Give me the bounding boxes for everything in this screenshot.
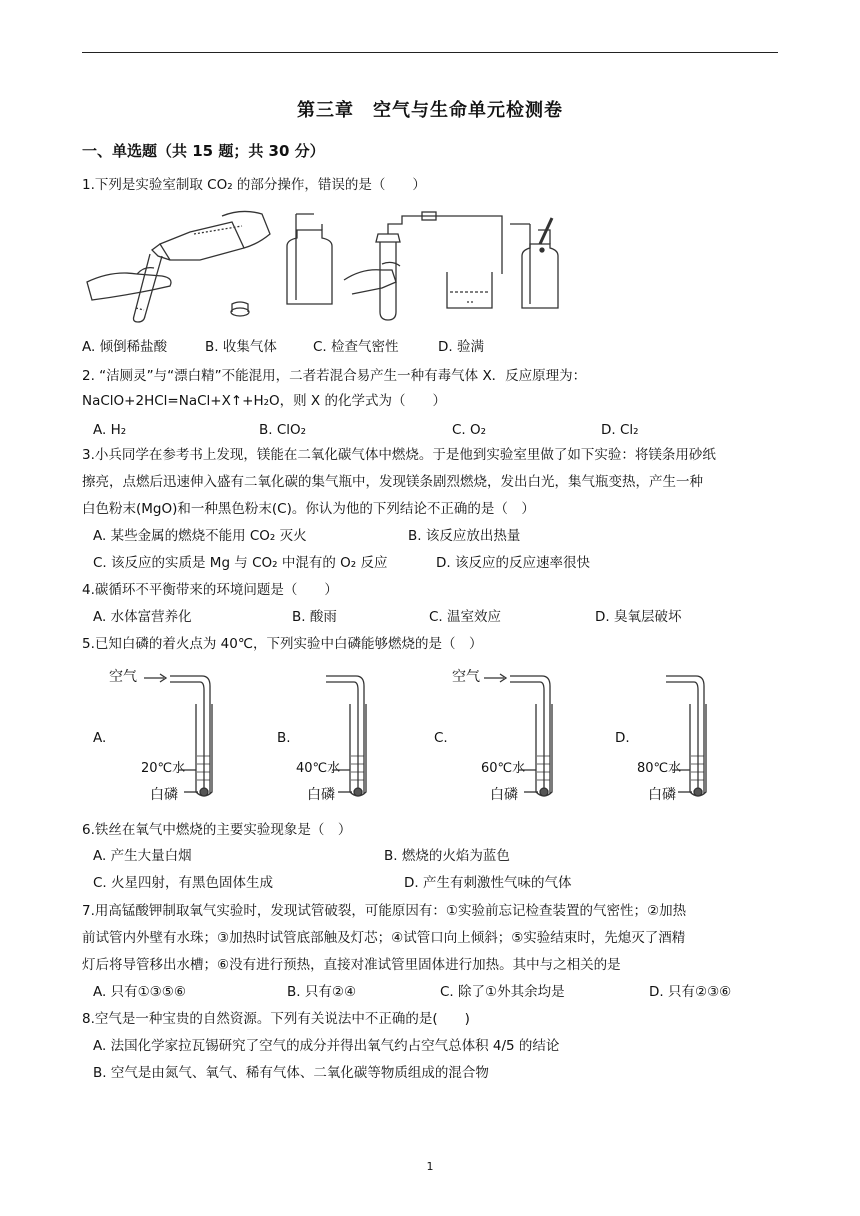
q3-option-a[interactable]: A. 某些金属的燃烧不能用 CO₂ 灭火 xyxy=(93,528,307,544)
q5-option-d[interactable]: D. xyxy=(615,730,630,746)
q5-d-water-label: 80℃水 xyxy=(637,761,682,776)
question-1-figure xyxy=(82,204,582,326)
q5-a-apparatus xyxy=(140,664,220,804)
q5-a-air-label: 空气 xyxy=(109,669,137,685)
q7-option-c[interactable]: C. 除了①外其余均是 xyxy=(440,984,565,1000)
q2-option-c[interactable]: C. O₂ xyxy=(452,422,487,438)
question-8-stem: 8.空气是一种宝贵的自然资源。下列有关说法中不正确的是( ) xyxy=(82,1011,470,1027)
question-7-line2: 前试管内外壁有水珠；③加热时试管底部触及灯芯；④试管口向上倾斜；⑤实验结束时，先熄灭了酒精 xyxy=(82,930,686,946)
page-title: 第三章 空气与生命单元检测卷 xyxy=(297,100,563,121)
q3-option-d[interactable]: D. 该反应的反应速率很快 xyxy=(436,555,590,571)
q4-option-a[interactable]: A. 水体富营养化 xyxy=(93,609,192,625)
question-5-stem: 5.已知白磷的着火点为 40℃，下列实验中白磷能够燃烧的是（ ） xyxy=(82,636,483,652)
q6-option-d[interactable]: D. 产生有刺激性气味的气体 xyxy=(404,875,572,891)
q5-c-phosphorus-label: 白磷 xyxy=(490,787,518,803)
q5-d-phosphorus-label: 白磷 xyxy=(648,787,676,803)
q8-option-b[interactable]: B. 空气是由氮气、氧气、稀有气体、二氧化碳等物质组成的混合物 xyxy=(93,1065,489,1081)
question-6-stem: 6.铁丝在氧气中燃烧的主要实验现象是（ ） xyxy=(82,822,352,838)
q1-option-b[interactable]: B. 收集气体 xyxy=(205,339,277,355)
question-3-line2: 擦亮，点燃后迅速伸入盛有二氧化碳的集气瓶中，发现镁条剧烈燃烧，发出白光，集气瓶变热，产生一种 xyxy=(82,474,703,490)
q1-option-c[interactable]: C. 检查气密性 xyxy=(313,339,399,355)
q7-option-d[interactable]: D. 只有②③⑥ xyxy=(649,984,732,1000)
question-2-stem-line1: 2. “洁厕灵”与“漂白精”不能混用，二者若混合易产生一种有毒气体 X．反应原理为： xyxy=(82,368,587,384)
pouring-acid-illustration xyxy=(87,211,270,322)
q4-option-c[interactable]: C. 温室效应 xyxy=(429,609,502,625)
q5-option-a[interactable]: A. xyxy=(93,730,107,746)
gas-collection-bottle xyxy=(287,214,332,304)
q4-option-d[interactable]: D. 臭氧层破坏 xyxy=(595,609,682,625)
q1-option-d[interactable]: D. 验满 xyxy=(438,339,484,355)
q5-c-apparatus xyxy=(484,664,564,804)
q1-option-a[interactable]: A. 倾倒稀盐酸 xyxy=(82,339,168,355)
airtightness-check-apparatus xyxy=(344,212,502,320)
question-1-stem: 1.下列是实验室制取 CO₂ 的部分操作，错误的是（ ） xyxy=(82,177,426,193)
gas-full-test-apparatus xyxy=(510,218,558,308)
q6-option-a[interactable]: A. 产生大量白烟 xyxy=(93,848,192,864)
question-7-line3: 灯后将导管移出水槽；⑥没有进行预热，直接对准试管里固体进行加热。其中与之相关的是 xyxy=(82,957,621,973)
q8-option-a[interactable]: A. 法国化学家拉瓦锡研究了空气的成分并得出氧气约占空气总体积 4/5 的结论 xyxy=(93,1038,560,1054)
q5-b-apparatus xyxy=(322,664,382,804)
q7-option-a[interactable]: A. 只有①③⑤⑥ xyxy=(93,984,186,1000)
q4-option-b[interactable]: B. 酸雨 xyxy=(292,609,337,625)
q5-b-water-label: 40℃水 xyxy=(296,761,341,776)
question-3-line3: 白色粉末(MgO)和一种黑色粉末(C)。你认为他的下列结论不正确的是（ ） xyxy=(82,501,535,517)
q7-option-b[interactable]: B. 只有②④ xyxy=(287,984,357,1000)
q5-option-c[interactable]: C. xyxy=(434,730,448,746)
q3-option-b[interactable]: B. 该反应放出热量 xyxy=(408,528,521,544)
q5-a-phosphorus-label: 白磷 xyxy=(150,787,178,803)
question-7-line1: 7.用高锰酸钾制取氧气实验时，发现试管破裂，可能原因有：①实验前忘记检查装置的气密性；②加热 xyxy=(82,903,687,919)
q5-option-b[interactable]: B. xyxy=(277,730,291,746)
q2-option-a[interactable]: A. H₂ xyxy=(93,422,127,438)
q2-option-d[interactable]: D. Cl₂ xyxy=(601,422,639,438)
q5-a-water-label: 20℃水 xyxy=(141,761,186,776)
q2-option-b[interactable]: B. ClO₂ xyxy=(259,422,307,438)
q5-d-apparatus xyxy=(662,664,722,804)
question-3-line1: 3.小兵同学在参考书上发现，镁能在二氧化碳气体中燃烧。于是他到实验室里做了如下实验：将镁条用砂纸 xyxy=(82,447,716,463)
q5-b-phosphorus-label: 白磷 xyxy=(307,787,335,803)
section-heading: 一、单选题（共 15 题；共 30 分） xyxy=(82,142,325,160)
header-rule xyxy=(82,52,778,53)
q5-c-water-label: 60℃水 xyxy=(481,761,526,776)
q3-option-c[interactable]: C. 该反应的实质是 Mg 与 CO₂ 中混有的 O₂ 反应 xyxy=(93,555,388,571)
q6-option-c[interactable]: C. 火星四射，有黑色固体生成 xyxy=(93,875,274,891)
q5-c-air-label: 空气 xyxy=(452,669,480,685)
question-4-stem: 4.碳循环不平衡带来的环境问题是（ ） xyxy=(82,582,338,598)
question-2-stem-line2: NaClO+2HCl=NaCl+X↑+H₂O，则 X 的化学式为（ ） xyxy=(82,393,446,409)
q6-option-b[interactable]: B. 燃烧的火焰为蓝色 xyxy=(384,848,510,864)
page-number: 1 xyxy=(426,1160,434,1173)
